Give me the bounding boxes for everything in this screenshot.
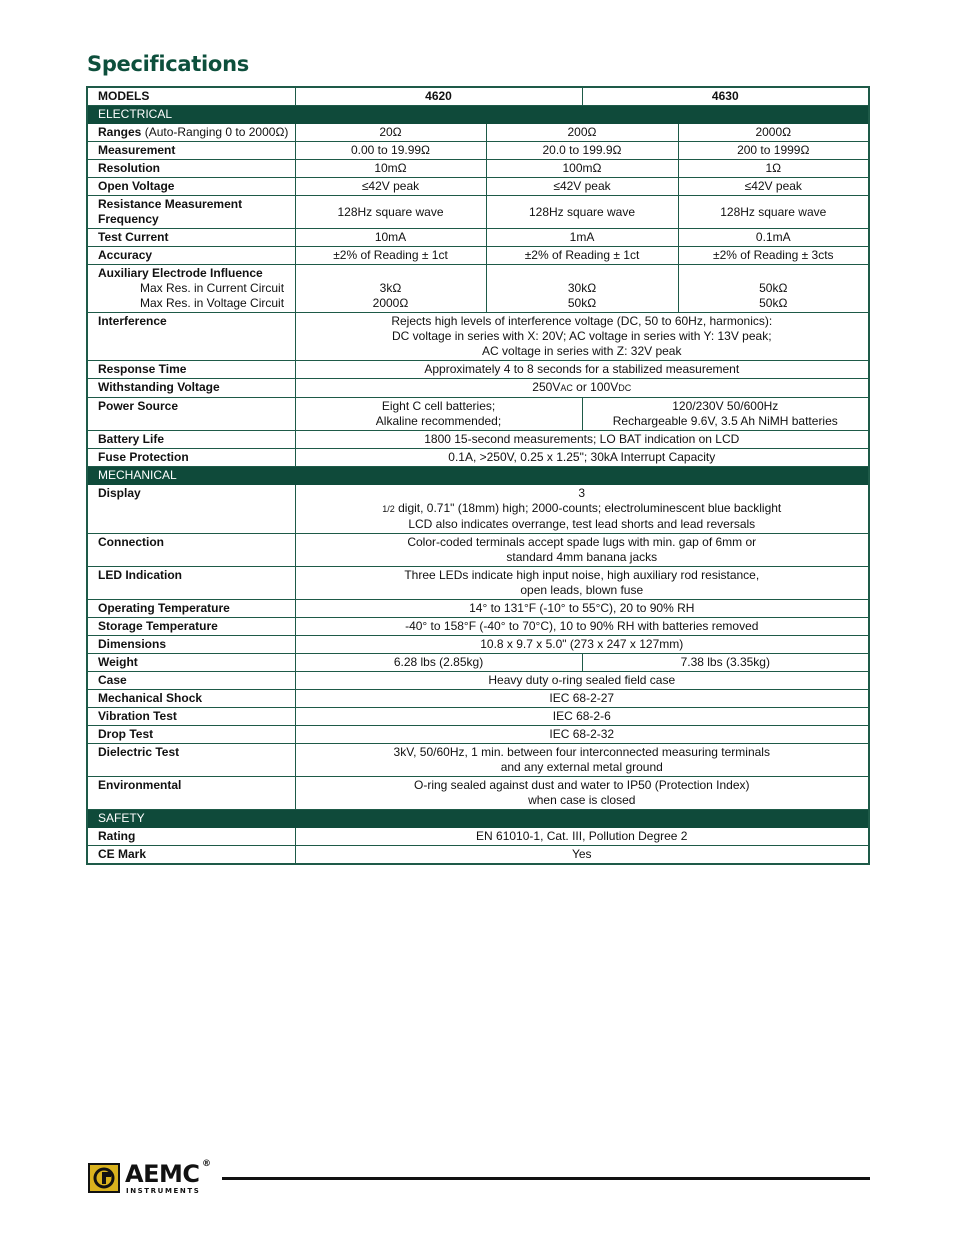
models-label: MODELS xyxy=(87,87,295,106)
row-label: Frequency xyxy=(98,212,159,226)
cell-value: O-ring sealed against dust and water to IP50 (Protection Index) xyxy=(414,778,750,792)
cell-value: ±2% of Reading ± 1ct xyxy=(486,247,678,265)
registered-mark: ® xyxy=(202,1159,211,1169)
row-label: Operating Temperature xyxy=(87,600,295,618)
cell-value: 50kΩ xyxy=(759,296,788,310)
table-row-display xyxy=(87,485,869,534)
cell-value: ≤42V peak xyxy=(678,178,869,196)
row-label: Interference xyxy=(87,313,295,361)
row-label: Display xyxy=(87,485,295,534)
cell-value: 0.1A, >250V, 0.25 x 1.25"; 30kA Interrupt Capacity xyxy=(295,449,869,467)
table-row-environmental xyxy=(87,777,869,810)
cell-value: standard 4mm banana jacks xyxy=(506,550,658,564)
row-label: Storage Temperature xyxy=(87,618,295,636)
cell-value: 250V xyxy=(532,380,561,394)
table-row-models xyxy=(87,87,869,106)
table-row-dielectric-test xyxy=(87,744,869,777)
logo-subtext: INSTRUMENTS xyxy=(126,1187,201,1195)
row-sublabel: Max Res. in Voltage Circuit xyxy=(140,296,285,310)
cell-value: 20.0 to 199.9Ω xyxy=(486,142,678,160)
table-row-interference xyxy=(87,313,869,361)
cell-value: Eight C cell batteries; xyxy=(381,399,496,413)
cell-value: 200 to 1999Ω xyxy=(678,142,869,160)
footer-divider xyxy=(222,1177,870,1180)
cell-value: Three LEDs indicate high input noise, high auxiliary rod resistance, xyxy=(404,568,760,582)
aemc-logo xyxy=(88,1159,211,1196)
table-row-response-time xyxy=(87,361,869,379)
table-row-led-indication xyxy=(87,567,869,600)
specifications-table xyxy=(86,86,870,865)
cell-value: Heavy duty o-ring sealed field case xyxy=(295,672,869,690)
cell-value: Rejects high levels of interference voltage (DC, 50 to 60Hz, harmonics): xyxy=(391,314,773,328)
cell-value: 120/230V 50/600Hz xyxy=(672,399,779,413)
cell-value: 50kΩ xyxy=(759,281,788,295)
cell-value: LCD also indicates overrange, test lead shorts and lead reversals xyxy=(408,517,756,531)
table-row-vibration-test xyxy=(87,708,869,726)
cell-value: Rechargeable 9.6V, 3.5 Ah NiMH batteries xyxy=(612,414,838,428)
row-label: CE Mark xyxy=(87,846,295,865)
table-row-ranges xyxy=(87,124,869,142)
model-4630: 4630 xyxy=(582,87,869,106)
cell-value: 1800 15-second measurements; LO BAT indication on LCD xyxy=(295,431,869,449)
row-label: Open Voltage xyxy=(87,178,295,196)
cell-value: -40° to 158°F (-40° to 70°C), 10 to 90% RH with batteries removed xyxy=(295,618,869,636)
table-row-case xyxy=(87,672,869,690)
row-label: Power Source xyxy=(87,398,295,431)
table-row-connection xyxy=(87,534,869,567)
cell-value: 50kΩ xyxy=(567,296,597,310)
cell-value: 3 xyxy=(578,486,586,500)
cell-value: digit, 0.71" (18mm) high; 2000-counts; electroluminescent blue backlight xyxy=(394,501,782,515)
row-label: Ranges xyxy=(98,125,142,139)
cell-value: 20Ω xyxy=(295,124,486,142)
cell-value: open leads, blown fuse xyxy=(520,583,644,597)
table-row-withstanding-voltage xyxy=(87,379,869,398)
row-label-note: (Auto-Ranging 0 to 2000Ω) xyxy=(141,125,289,139)
cell-value: 3kV, 50/60Hz, 1 min. between four interconnected measuring terminals xyxy=(393,745,770,759)
table-row-resistance-frequency xyxy=(87,196,869,229)
cell-value: IEC 68-2-32 xyxy=(295,726,869,744)
section-header-mechanical: MECHANICAL xyxy=(87,467,869,485)
row-label: Resolution xyxy=(87,160,295,178)
cell-value: 2000Ω xyxy=(372,296,409,310)
table-row-mechanical-shock xyxy=(87,690,869,708)
cell-value: 0.00 to 19.99Ω xyxy=(295,142,486,160)
cell-value: 10mA xyxy=(295,229,486,247)
cell-value: ≤42V peak xyxy=(486,178,678,196)
table-row-battery-life xyxy=(87,431,869,449)
cell-value: 7.38 lbs (3.35kg) xyxy=(582,654,869,672)
row-label: Measurement xyxy=(87,142,295,160)
cell-value: 14° to 131°F (-10° to 55°C), 20 to 90% RH xyxy=(295,600,869,618)
page-title: Specifications xyxy=(87,52,249,76)
cell-value: 1Ω xyxy=(678,160,869,178)
table-row-accuracy xyxy=(87,247,869,265)
cell-value: 6.28 lbs (2.85kg) xyxy=(295,654,582,672)
cell-value: 100mΩ xyxy=(486,160,678,178)
cell-value: 3kΩ xyxy=(379,281,402,295)
row-label: Withstanding Voltage xyxy=(87,379,295,398)
cell-value: 128Hz square wave xyxy=(486,196,678,229)
row-label: Vibration Test xyxy=(87,708,295,726)
row-label: Resistance Measurement xyxy=(98,197,243,211)
cell-value: Color-coded terminals accept spade lugs with min. gap of 6mm or xyxy=(407,535,757,549)
cell-value: Approximately 4 to 8 seconds for a stabilized measurement xyxy=(295,361,869,379)
table-row-storage-temperature xyxy=(87,618,869,636)
aemc-logo-mark-icon xyxy=(88,1163,120,1193)
row-label: Accuracy xyxy=(87,247,295,265)
cell-value: ±2% of Reading ± 1ct xyxy=(295,247,486,265)
row-label: Mechanical Shock xyxy=(87,690,295,708)
row-label: Fuse Protection xyxy=(87,449,295,467)
cell-value: when case is closed xyxy=(528,793,636,807)
section-header-electrical: ELECTRICAL xyxy=(87,106,869,124)
row-label: Dimensions xyxy=(87,636,295,654)
table-row-measurement xyxy=(87,142,869,160)
table-row-power-source xyxy=(87,398,869,431)
row-label: Response Time xyxy=(87,361,295,379)
row-label: Dielectric Test xyxy=(87,744,295,777)
table-row-fuse-protection xyxy=(87,449,869,467)
cell-value: Alkaline recommended; xyxy=(375,414,502,428)
cell-value: 30kΩ xyxy=(567,281,597,295)
cell-value: EN 61010-1, Cat. III, Pollution Degree 2 xyxy=(295,828,869,846)
cell-value: 10mΩ xyxy=(295,160,486,178)
cell-value: and any external metal ground xyxy=(500,760,663,774)
row-label: Test Current xyxy=(87,229,295,247)
cell-value: DC voltage in series with X: 20V; AC voltage in series with Y: 13V peak; xyxy=(392,329,772,343)
table-row-rating xyxy=(87,828,869,846)
row-label: Case xyxy=(87,672,295,690)
table-row-resolution xyxy=(87,160,869,178)
cell-value: 10.8 x 9.7 x 5.0" (273 x 247 x 127mm) xyxy=(295,636,869,654)
table-row-weight xyxy=(87,654,869,672)
cell-value: IEC 68-2-6 xyxy=(295,708,869,726)
row-label: Weight xyxy=(87,654,295,672)
table-row-open-voltage xyxy=(87,178,869,196)
cell-value: ≤42V peak xyxy=(295,178,486,196)
row-label: Connection xyxy=(87,534,295,567)
row-label: Auxiliary Electrode Influence xyxy=(98,266,263,280)
table-row-ce-mark xyxy=(87,846,869,865)
cell-value-subscript: AC xyxy=(560,383,573,393)
logo-text: AEMC xyxy=(125,1160,200,1188)
cell-value: or 100V xyxy=(572,380,619,394)
table-row-drop-test xyxy=(87,726,869,744)
cell-value: IEC 68-2-27 xyxy=(295,690,869,708)
cell-value: AC voltage in series with Z: 32V peak xyxy=(482,344,682,358)
row-label: Drop Test xyxy=(87,726,295,744)
section-header-safety: SAFETY xyxy=(87,810,869,828)
table-row-auxiliary-electrode xyxy=(87,265,869,313)
cell-value: 0.1mA xyxy=(678,229,869,247)
row-sublabel: Max Res. in Current Circuit xyxy=(140,281,285,295)
row-label: LED Indication xyxy=(87,567,295,600)
table-row-test-current xyxy=(87,229,869,247)
row-label: Rating xyxy=(87,828,295,846)
table-row-operating-temperature xyxy=(87,600,869,618)
cell-value: 128Hz square wave xyxy=(678,196,869,229)
cell-value: 200Ω xyxy=(486,124,678,142)
cell-value: 1mA xyxy=(486,229,678,247)
row-label: Battery Life xyxy=(87,431,295,449)
cell-value: 128Hz square wave xyxy=(295,196,486,229)
cell-value-subscript: DC xyxy=(618,383,632,393)
cell-value-fraction: 1/2 xyxy=(382,504,395,514)
row-label: Environmental xyxy=(87,777,295,810)
model-4620: 4620 xyxy=(295,87,582,106)
cell-value: ±2% of Reading ± 3cts xyxy=(678,247,869,265)
cell-value: 2000Ω xyxy=(678,124,869,142)
cell-value: Yes xyxy=(295,846,869,865)
table-row-dimensions xyxy=(87,636,869,654)
